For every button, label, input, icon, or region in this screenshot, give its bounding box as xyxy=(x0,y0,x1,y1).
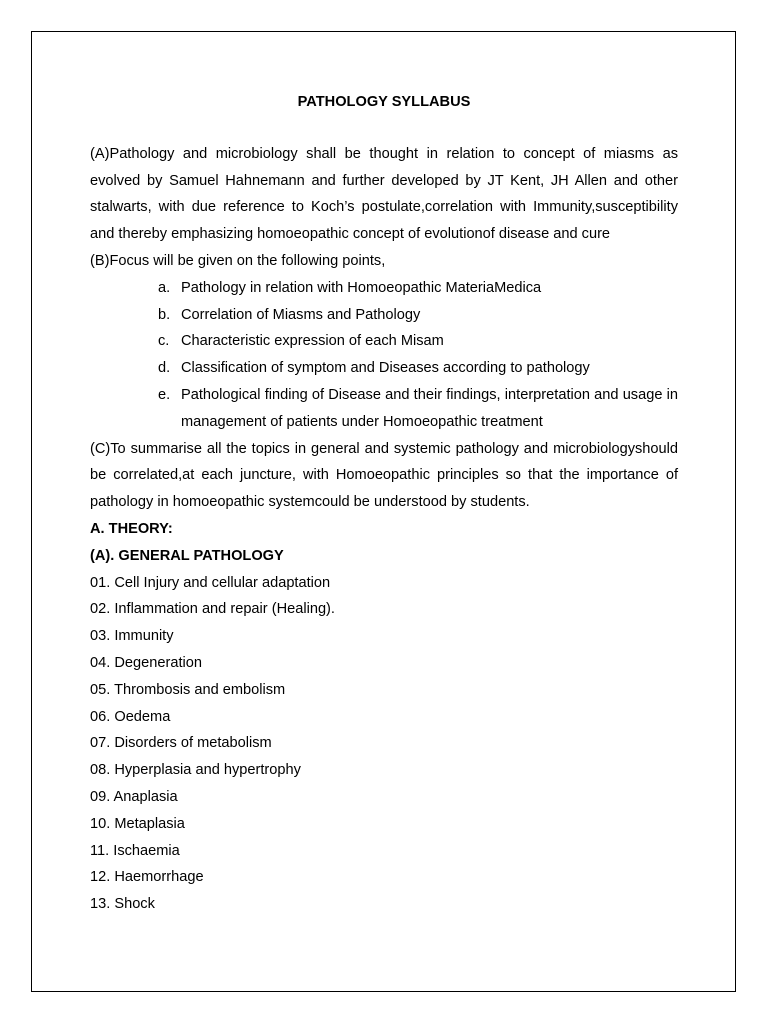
topic-item: 02. Inflammation and repair (Healing). xyxy=(90,601,335,618)
focus-point-item xyxy=(158,355,678,382)
focus-point-item xyxy=(158,382,678,436)
focus-point-item xyxy=(158,302,678,329)
topic-item: 07. Disorders of metabolism xyxy=(90,735,272,752)
focus-point-marker: d. xyxy=(158,360,171,377)
topic-item: 03. Immunity xyxy=(90,628,174,645)
focus-points-list xyxy=(90,275,678,436)
focus-point-text: Characteristic expression of each Misam xyxy=(181,333,444,350)
focus-point-text: Correlation of Miasms and Pathology xyxy=(181,306,421,323)
topic-list xyxy=(90,570,678,918)
topic-item: 11. Ischaemia xyxy=(90,842,180,859)
focus-point-text: Pathological finding of Disease and their findings, interpretation and usage in management of patients under Homoeopathic treatment xyxy=(181,386,678,430)
topic-item: 13. Shock xyxy=(90,896,155,913)
topic-item: 06. Oedema xyxy=(90,708,171,725)
paragraph-a: (A)Pathology and microbiology shall be thought in relation to concept of miasms as evolved by Samuel Hahnemann and further developed by JT Kent, JH Allen and other stalwarts, with due reference to Koch’s postulate,correlation with Immunity,susceptibility and thereby emphasizing homoeopathic concept of evolutionof disease and cure xyxy=(90,145,678,243)
focus-point-text: Classification of symptom and Diseases according to pathology xyxy=(181,360,590,377)
focus-point-item xyxy=(158,275,678,302)
focus-point-marker: b. xyxy=(158,306,171,323)
heading-theory: A. THEORY: xyxy=(90,520,173,537)
focus-point-marker: a. xyxy=(158,279,171,296)
topic-item: 08. Hyperplasia and hypertrophy xyxy=(90,762,301,779)
focus-point-item xyxy=(158,328,678,355)
focus-point-marker: c. xyxy=(158,333,170,350)
paragraph-b: (B)Focus will be given on the following points, xyxy=(90,252,386,269)
focus-point-text: Pathology in relation with Homoeopathic MateriaMedica xyxy=(181,279,542,296)
topic-item: 05. Thrombosis and embolism xyxy=(90,681,286,698)
document-body xyxy=(90,90,678,918)
topic-item: 12. Haemorrhage xyxy=(90,869,204,886)
topic-item: 10. Metaplasia xyxy=(90,815,185,832)
topic-item: 01. Cell Injury and cellular adaptation xyxy=(90,574,331,591)
topic-item: 09. Anaplasia xyxy=(90,788,178,805)
heading-general-pathology: (A). GENERAL PATHOLOGY xyxy=(90,547,284,564)
document-title: PATHOLOGY SYLLABUS xyxy=(297,94,471,110)
paragraph-c: (C)To summarise all the topics in general and systemic pathology and microbiologyshould be correlated,at each juncture, with Homoeopathic principles so that the importance of pathology in homoeopathic systemcould be understood by students. xyxy=(90,440,678,511)
focus-point-marker: e. xyxy=(158,386,171,403)
topic-item: 04. Degeneration xyxy=(90,654,202,671)
